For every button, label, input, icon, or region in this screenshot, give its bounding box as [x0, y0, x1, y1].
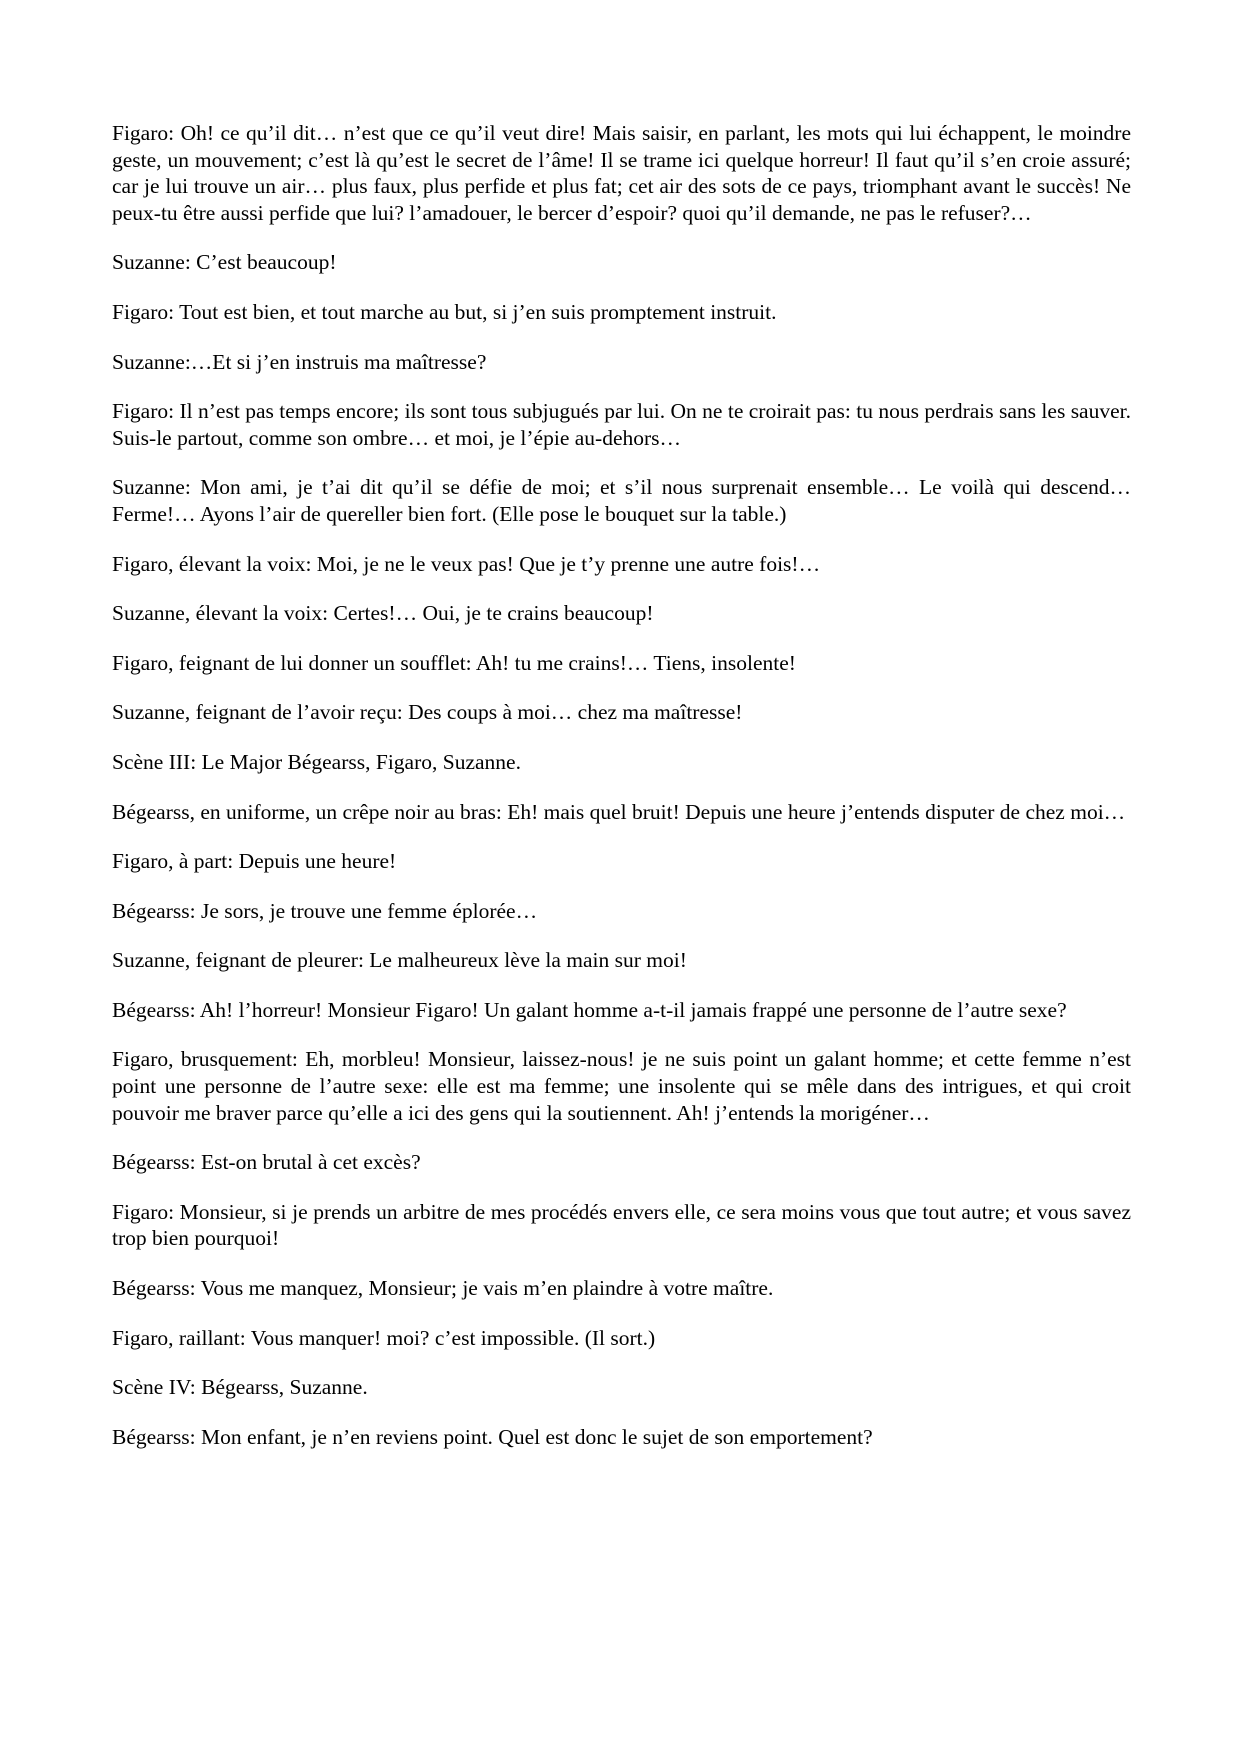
dialogue-paragraph: Bégearss: Ah! l’horreur! Monsieur Figaro! Un galant homme a-t-il jamais frappé une personne de l’autre sexe?	[112, 997, 1067, 1022]
dialogue-paragraph: Figaro: Tout est bien, et tout marche au but, si j’en suis promptement instruit.	[112, 299, 777, 324]
dialogue-paragraph: Suzanne, élevant la voix: Certes!… Oui, je te crains beaucoup!	[112, 601, 654, 626]
scene-heading: Scène IV: Bégearss, Suzanne.	[112, 1375, 368, 1400]
dialogue-paragraph: Figaro, élevant la voix: Moi, je ne le veux pas! Que je t’y prenne une autre fois!…	[112, 551, 821, 576]
document-page	[112, 120, 1131, 1473]
dialogue-paragraph: Suzanne, feignant de l’avoir reçu: Des coups à moi… chez ma maîtresse!	[112, 700, 743, 725]
dialogue-paragraph: Suzanne:…Et si j’en instruis ma maîtresse?	[112, 349, 487, 374]
dialogue-paragraph: Figaro: Il n’est pas temps encore; ils sont tous subjugués par lui. On ne te croirait pas: tu nous perdrais sans les sauver. Suis-le partout, comme son ombre… et moi, je l’épie au-dehors…	[112, 399, 1131, 450]
dialogue-paragraph: Figaro, brusquement: Eh, morbleu! Monsieur, laissez-nous! je ne suis point un galant homme; et cette femme n’est point une personne de l’autre sexe: elle est ma femme; une insolente qui se mêle dans des intrigues, et qui croit pouvoir me braver parce qu’elle a ici des gens qui la soutiennent. Ah! j’entends la morigéner…	[112, 1047, 1131, 1125]
dialogue-paragraph: Figaro: Monsieur, si je prends un arbitre de mes procédés envers elle, ce sera moins vous que tout autre; et vous savez trop bien pourquoi!	[112, 1199, 1131, 1251]
dialogue-paragraph: Bégearss: Mon enfant, je n’en reviens point. Quel est donc le sujet de son emportement?	[112, 1424, 873, 1449]
dialogue-paragraph: Figaro: Oh! ce qu’il dit… n’est que ce qu’il veut dire! Mais saisir, en parlant, les mots qui lui échappent, le moindre geste, un mouvement; c’est là qu’est le secret de l’âme! Il se trame ici quelque horreur! Il faut qu’il s’en croie assuré; car je lui trouve un air… plus faux, plus perfide et plus fat; cet air des sots de ce pays, triomphant avant le succès! Ne peux-tu être aussi perfide que lui? l’amadouer, le bercer d’espoir? quoi qu’il demande, ne pas le refuser?…	[112, 121, 1131, 225]
scene-heading: Scène III: Le Major Bégearss, Figaro, Suzanne.	[112, 749, 521, 774]
dialogue-paragraph: Figaro, à part: Depuis une heure!	[112, 849, 397, 874]
dialogue-paragraph: Figaro, raillant: Vous manquer! moi? c’est impossible. (Il sort.)	[112, 1325, 656, 1350]
dialogue-paragraph: Bégearss, en uniforme, un crêpe noir au bras: Eh! mais quel bruit! Depuis une heure j’entends disputer de chez moi…	[112, 799, 1126, 824]
dialogue-paragraph: Bégearss: Vous me manquez, Monsieur; je vais m’en plaindre à votre maître.	[112, 1276, 774, 1301]
dialogue-paragraph: Suzanne: Mon ami, je t’ai dit qu’il se défie de moi; et s’il nous surprenait ensemble… Le voilà qui descend… Ferme!… Ayons l’air de quereller bien fort. (Elle pose le bouquet sur la table.)	[112, 475, 1131, 526]
dialogue-paragraph: Suzanne, feignant de pleurer: Le malheureux lève la main sur moi!	[112, 948, 687, 973]
dialogue-paragraph: Bégearss: Est-on brutal à cet excès?	[112, 1150, 421, 1175]
dialogue-paragraph: Suzanne: C’est beaucoup!	[112, 250, 337, 275]
dialogue-paragraph: Bégearss: Je sors, je trouve une femme éplorée…	[112, 898, 538, 923]
dialogue-paragraph: Figaro, feignant de lui donner un soufflet: Ah! tu me crains!… Tiens, insolente!	[112, 650, 796, 675]
